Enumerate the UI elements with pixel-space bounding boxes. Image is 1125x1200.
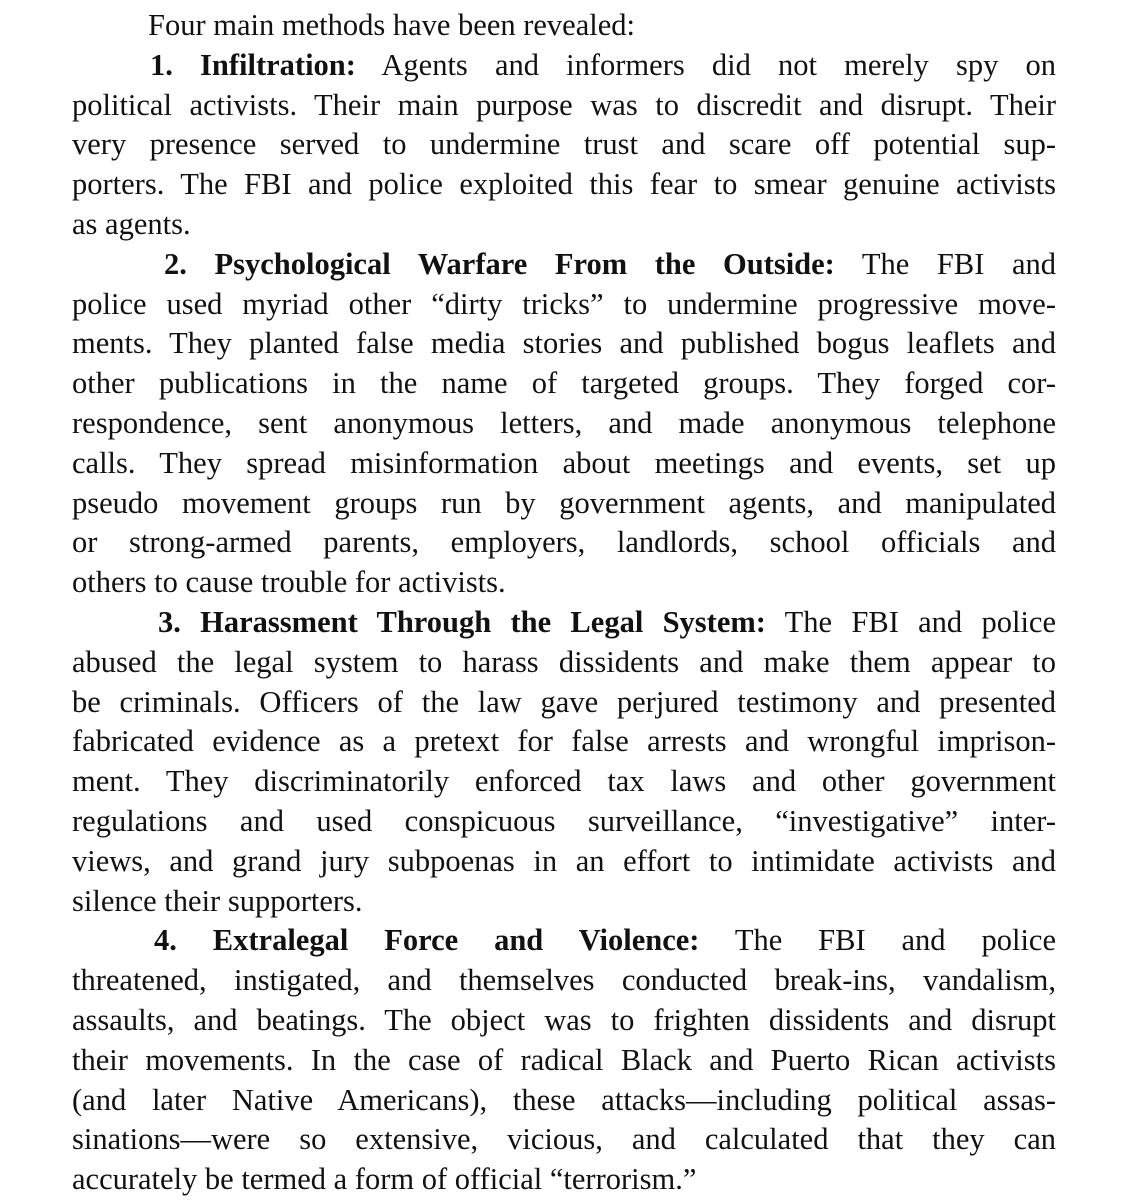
intro-line	[72, 6, 1056, 46]
method-1-last-line: as agents.	[72, 206, 191, 241]
method-3-first-line-text: The FBI and police	[765, 604, 1057, 639]
method-2-last-line: others to cause trouble for activists.	[72, 565, 506, 600]
method-1-first-line-text: Agents and informers did not merely spy on	[355, 47, 1056, 82]
method-2-line: pseudo movement groups run by government agents, and manipulated	[72, 485, 1056, 520]
method-3-line: views, and grand jury subpoenas in an effort to intimidate activists and	[72, 843, 1056, 878]
method-3-line: be criminals. Officers of the law gave perjured testimony and presented	[72, 684, 1056, 719]
method-2-line: respondence, sent anonymous letters, and made anonymous telephone	[72, 405, 1056, 440]
method-3-paragraph	[72, 603, 1056, 921]
method-3-line: regulations and used conspicuous surveillance, “investigative” inter-	[72, 803, 1056, 838]
method-2-line: police used myriad other “dirty tricks” to undermine progressive move-	[72, 286, 1056, 321]
document-page	[72, 6, 1056, 1200]
method-1-line: porters. The FBI and police exploited this fear to smear genuine activists	[72, 167, 1056, 202]
method-4-paragraph	[72, 921, 1056, 1200]
method-4-line: assaults, and beatings. The object was to frighten dissidents and disrupt	[72, 1002, 1056, 1037]
method-1-heading: 1. Infiltration:	[150, 47, 356, 82]
method-3-line: abused the legal system to harass dissidents and make them appear to	[72, 644, 1056, 679]
method-3-line: ment. They discriminatorily enforced tax laws and other government	[72, 764, 1056, 799]
method-4-first-line	[72, 921, 1056, 961]
method-1-line: political activists. Their main purpose was to discredit and disrupt. Their	[72, 87, 1056, 122]
method-2-heading: 2. Psychological Warfare From the Outside:	[164, 246, 835, 281]
method-4-line: (and later Native Americans), these attacks—including political assas-	[72, 1082, 1056, 1117]
method-4-last-line: accurately be termed a form of official “terrorism.”	[72, 1162, 697, 1197]
method-3-first-line	[72, 603, 1056, 643]
method-2-line: calls. They spread misinformation about meetings and events, set up	[72, 445, 1056, 480]
intro-text: Four main methods have been revealed:	[148, 8, 635, 42]
method-2-line: or strong-armed parents, employers, landlords, school officials and	[72, 525, 1056, 560]
method-2-first-line-text: The FBI and	[834, 246, 1057, 281]
method-4-heading: 4. Extralegal Force and Violence:	[154, 923, 700, 958]
method-1-line: very presence served to undermine trust and scare off potential sup-	[72, 127, 1056, 162]
method-3-heading: 3. Harassment Through the Legal System:	[158, 604, 766, 639]
method-4-line: threatened, instigated, and themselves conducted break-ins, vandalism,	[72, 963, 1056, 998]
method-4-line: sinations—were so extensive, vicious, and calculated that they can	[72, 1122, 1056, 1157]
method-2-line: other publications in the name of targeted groups. They forged cor-	[72, 366, 1056, 401]
method-2-line: ments. They planted false media stories and published bogus leaflets and	[72, 326, 1056, 361]
method-3-last-line: silence their supporters.	[72, 883, 363, 918]
method-2-paragraph	[72, 245, 1056, 603]
method-1-paragraph	[72, 46, 1056, 245]
method-1-first-line	[72, 46, 1056, 86]
method-4-line: their movements. In the case of radical Black and Puerto Rican activists	[72, 1042, 1056, 1077]
method-4-first-line-text: The FBI and police	[699, 923, 1056, 958]
method-3-line: fabricated evidence as a pretext for false arrests and wrongful imprison-	[72, 724, 1056, 759]
method-2-first-line	[72, 245, 1056, 285]
